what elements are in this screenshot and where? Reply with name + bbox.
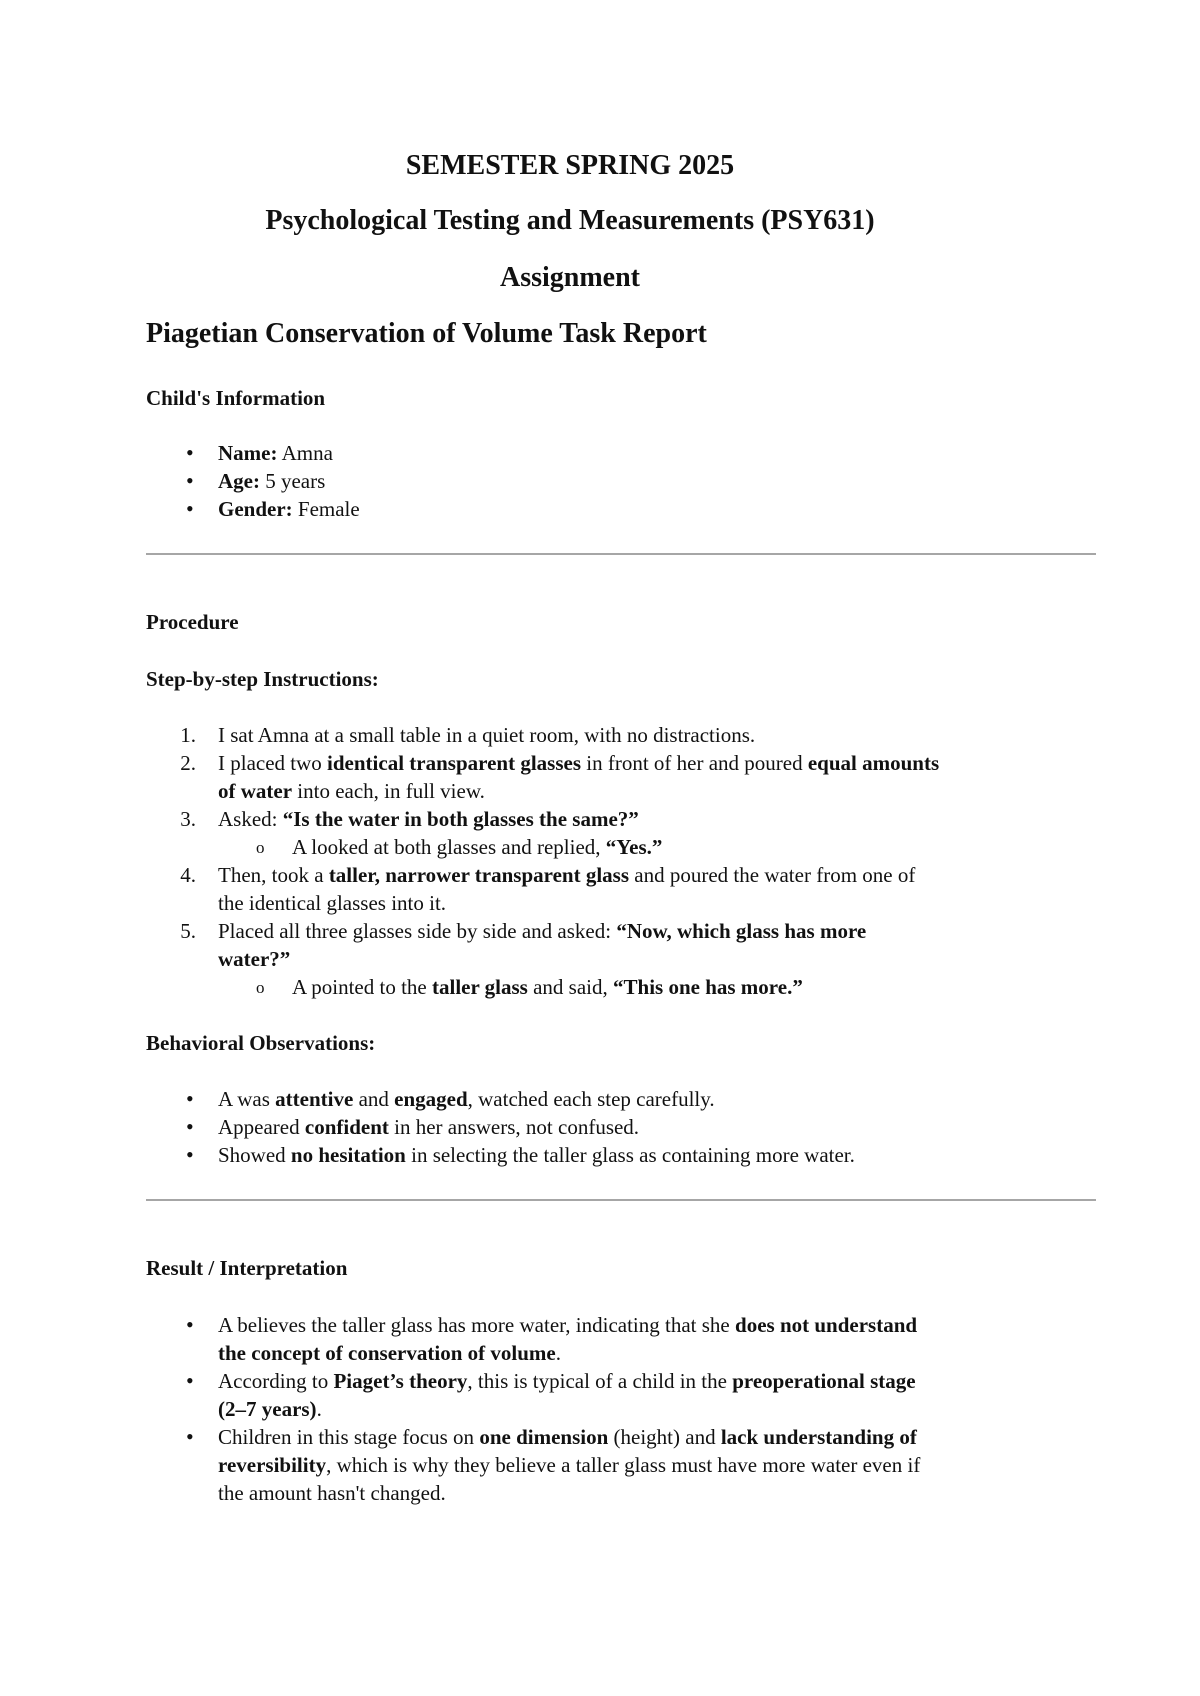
child-info-heading: Child's Information [146,386,326,410]
result-2-line-1: According to Piaget’s theory, this is typical of a child in the preoperational stage [218,1369,916,1393]
child-age: Age: 5 years [218,469,326,493]
bullet-icon: • [186,1368,194,1393]
step-5-response: A pointed to the taller glass and said, “This one has more.” [292,975,803,999]
step-5-line-1: Placed all three glasses side by side and asked: “Now, which glass has more [218,919,867,943]
procedure-heading: Procedure [146,610,239,634]
step-1: I sat Amna at a small table in a quiet room, with no distractions. [218,723,756,747]
result-1-line-2: the concept of conservation of volume. [218,1341,561,1365]
bullet-icon: • [186,1424,194,1449]
sub-bullet-icon: o [256,838,265,857]
step-2-line-2: of water into each, in full view. [218,779,485,803]
result-2-line-2: (2–7 years). [218,1397,322,1421]
result-3-line-1: Children in this stage focus on one dimension (height) and lack understanding of [218,1425,917,1449]
semester-title: SEMESTER SPRING 2025 [405,150,735,181]
step-3-response: A looked at both glasses and replied, “Yes.” [292,835,663,859]
observation-3: Showed no hesitation in selecting the taller glass as containing more water. [218,1143,855,1167]
bullet-icon: • [186,1114,194,1139]
result-1-line-1: A believes the taller glass has more water, indicating that she does not understand [218,1313,918,1337]
result-3-line-3: the amount hasn't changed. [218,1481,446,1505]
observation-1: A was attentive and engaged, watched each step carefully. [218,1087,715,1111]
steps-heading: Step-by-step Instructions: [146,667,379,691]
step-5-line-2: water?” [218,947,291,971]
horizontal-divider [146,553,1096,555]
observations-heading: Behavioral Observations: [146,1031,376,1055]
child-gender: Gender: Female [218,497,360,521]
report-title: Piagetian Conservation of Volume Task Report [146,318,707,349]
step-number: 2. [180,751,196,775]
course-title: Psychological Testing and Measurements (PSY631) [265,205,875,236]
step-number: 5. [180,919,196,943]
step-2-line-1: I placed two identical transparent glasses in front of her and poured equal amounts [218,751,940,775]
child-name: Name: Amna [218,441,333,465]
step-number: 4. [180,863,196,887]
bullet-icon: • [186,1086,194,1111]
sub-bullet-icon: o [256,978,265,997]
bullet-icon: • [186,468,194,493]
observation-2: Appeared confident in her answers, not confused. [218,1115,640,1139]
step-number: 3. [180,807,196,831]
horizontal-divider [146,1199,1096,1201]
step-4-line-2: the identical glasses into it. [218,891,447,915]
result-3-line-2: reversibility, which is why they believe a taller glass must have more water even if [218,1453,921,1477]
result-heading: Result / Interpretation [146,1256,348,1280]
bullet-icon: • [186,1142,194,1167]
step-3: Asked: “Is the water in both glasses the same?” [218,807,639,831]
step-number: 1. [180,723,196,747]
step-4-line-1: Then, took a taller, narrower transparent glass and poured the water from one of [218,863,916,887]
bullet-icon: • [186,496,194,521]
bullet-icon: • [186,440,194,465]
bullet-icon: • [186,1312,194,1337]
assignment-title: Assignment [499,262,640,293]
